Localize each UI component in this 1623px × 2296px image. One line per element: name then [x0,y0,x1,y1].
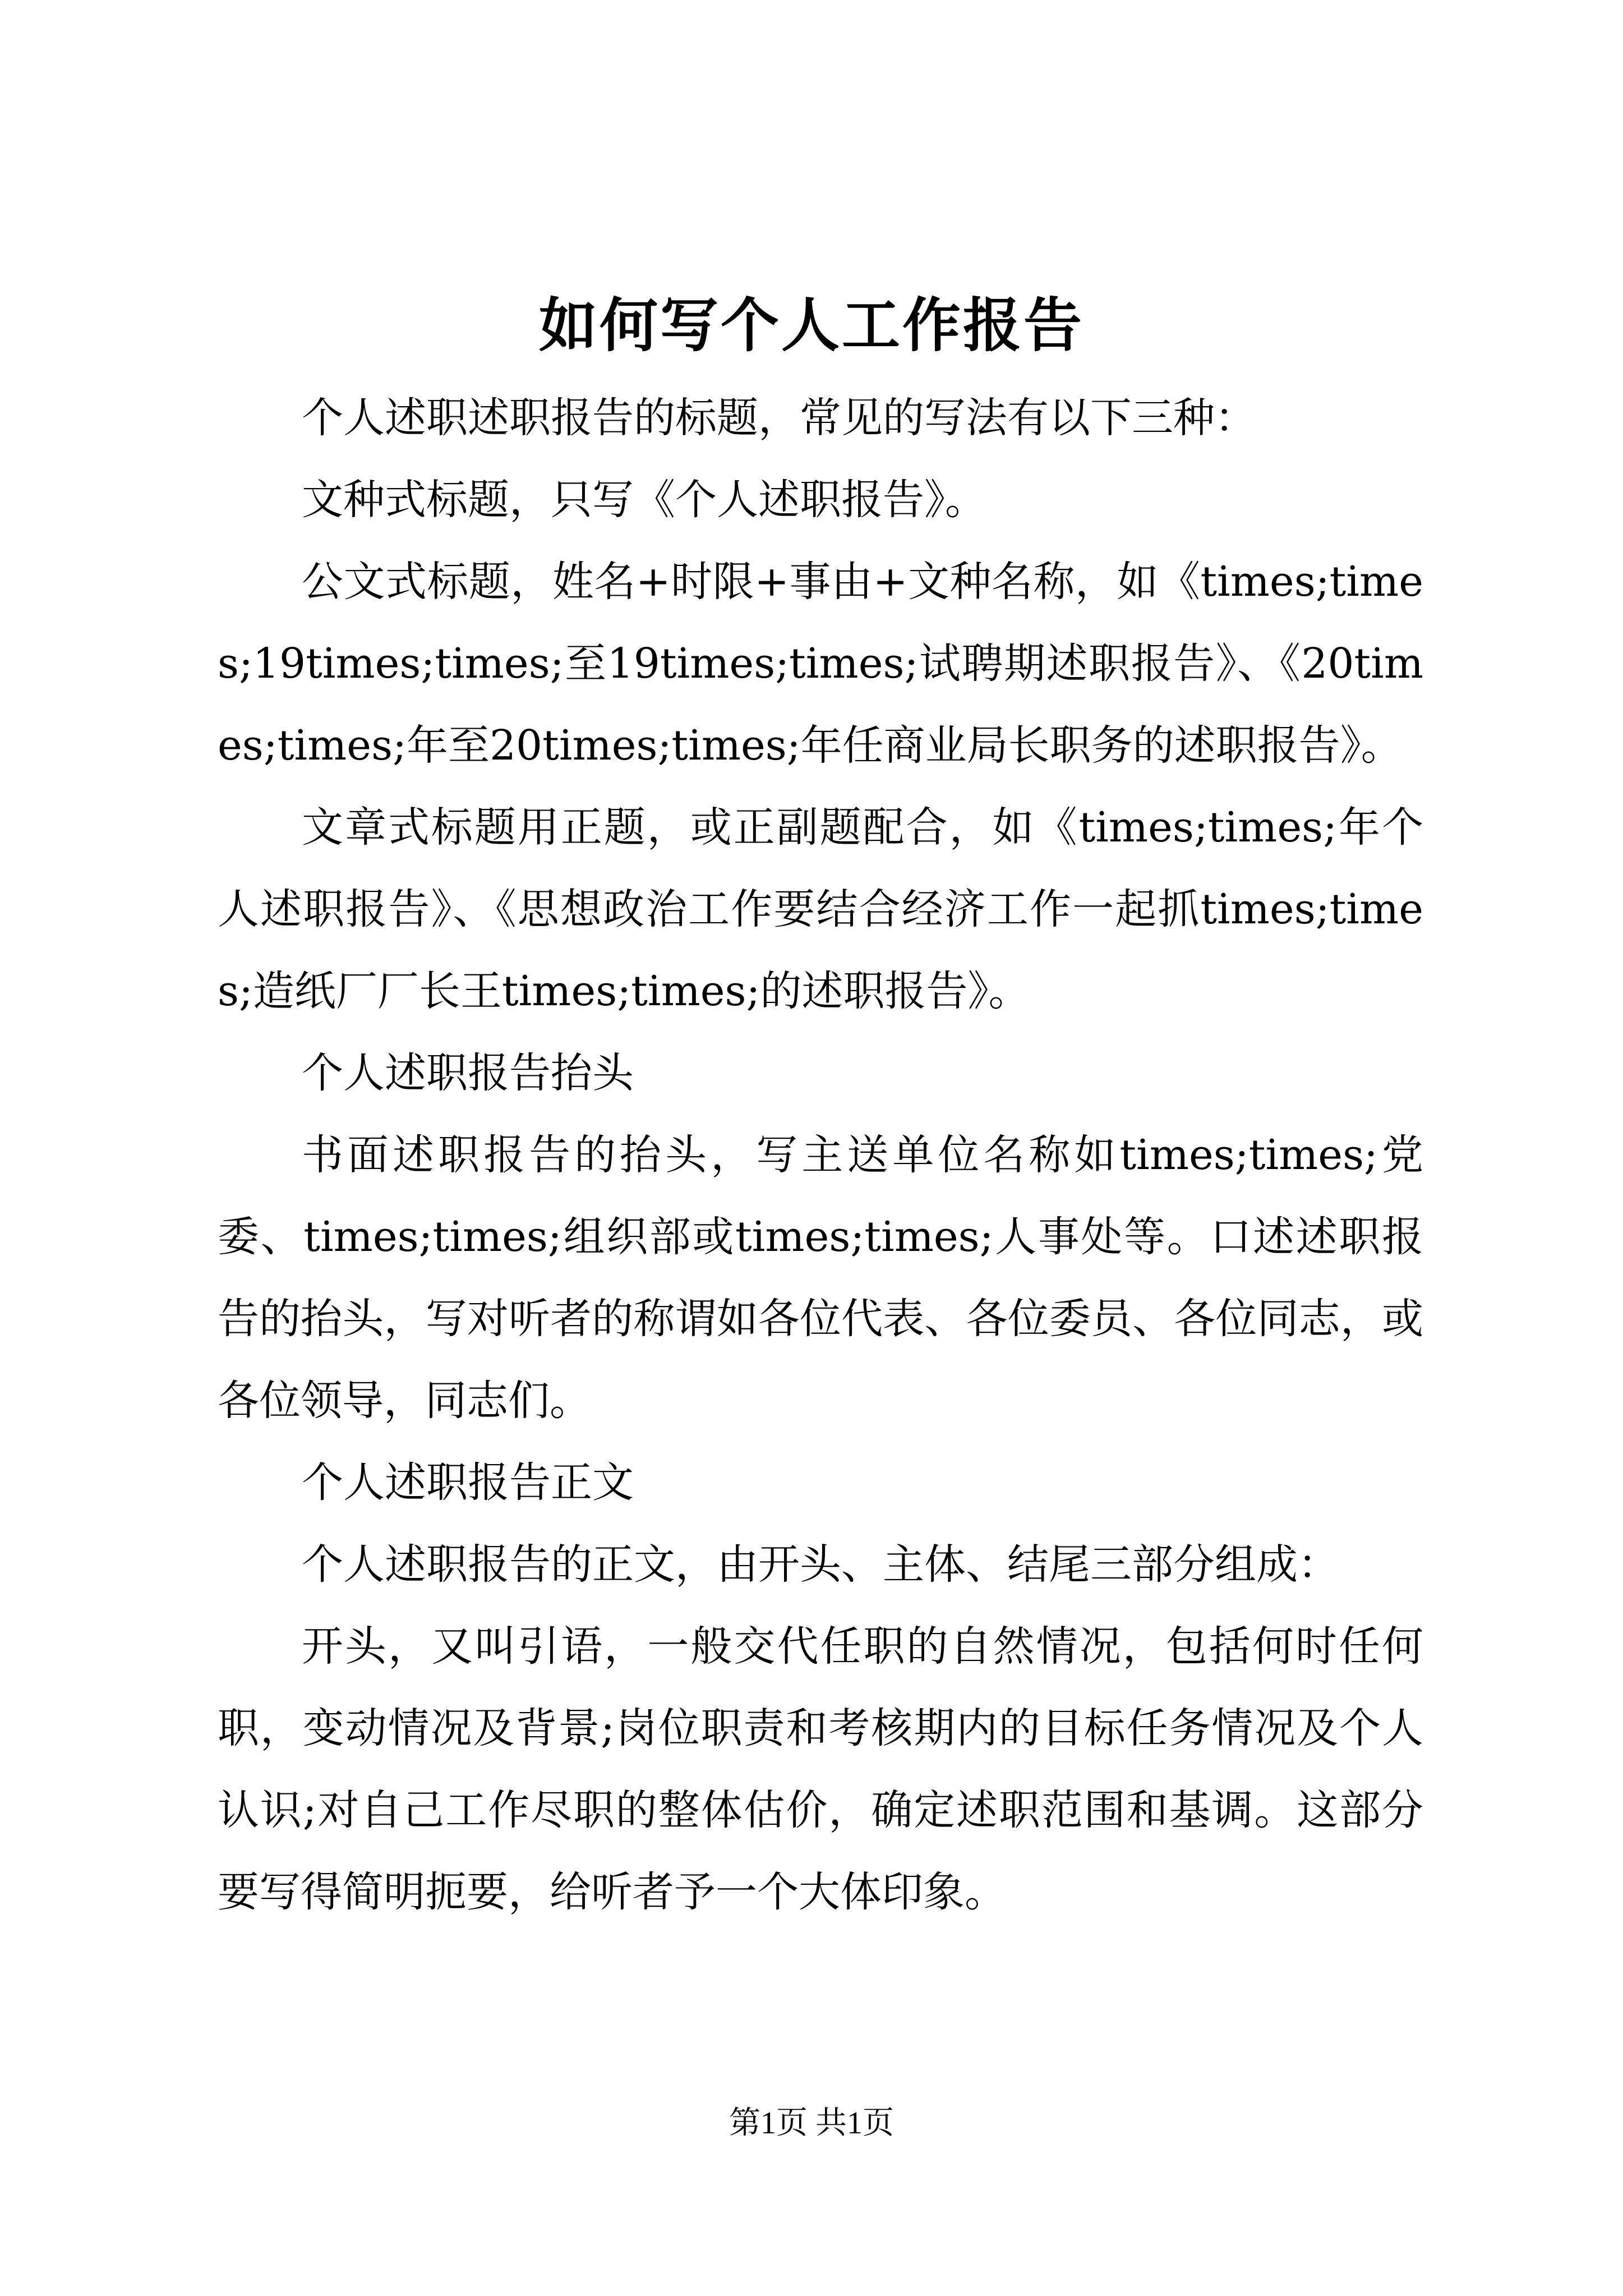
section-heading-header: 个人述职报告抬头 [302,1049,634,1097]
document-body [218,377,1423,1933]
paragraph-genre-title: 文种式标题，只写《个人述职报告》。 [302,476,986,524]
paragraph-title-forms-intro: 个人述职述职报告的标题，常见的写法有以下三种： [302,394,1256,442]
page-footer: 第1页 共1页 [729,2106,894,2141]
paragraph-opening-details: 开头，又叫引语，一般交代任职的自然情况，包括何时任何职，变动情况及背景;岗位职责和考核期内的目标任务情况及个人认识;对自己工作尽职的整体估价，确定述职范围和基调。这部分要写得简明扼要，给听者予一个大体印象。 [218,1622,1423,1916]
section-heading-body: 个人述职报告正文 [302,1458,634,1507]
document-title: 如何写个人工作报告 [538,291,1084,360]
paragraph-body-structure: 个人述职报告的正文，由开头、主体、结尾三部分组成： [302,1540,1339,1589]
paragraph-header-details: 书面述职报告的抬头，写主送单位名称如times;times;党委、times;times;组织部或times;times;人事处等。口述述职报告的抬头，写对听者的称谓如各位代表、各位委员、各位同志，或各位领导，同志们。 [218,1131,1423,1425]
paragraph-official-title: 公文式标题，姓名+时限+事由+文种名称，如《times;times;19times;times;至19times;times;试聘期述职报告》、《20times;times;年至20times;times;年任商业局长职务的述职报告》。 [218,558,1423,770]
paragraph-article-title: 文章式标题用正题，或正副题配合，如《times;times;年个人述职报告》、《思想政治工作要结合经济工作一起抓times;times;造纸厂厂长王times;times;的述职报告》。 [218,803,1423,1015]
